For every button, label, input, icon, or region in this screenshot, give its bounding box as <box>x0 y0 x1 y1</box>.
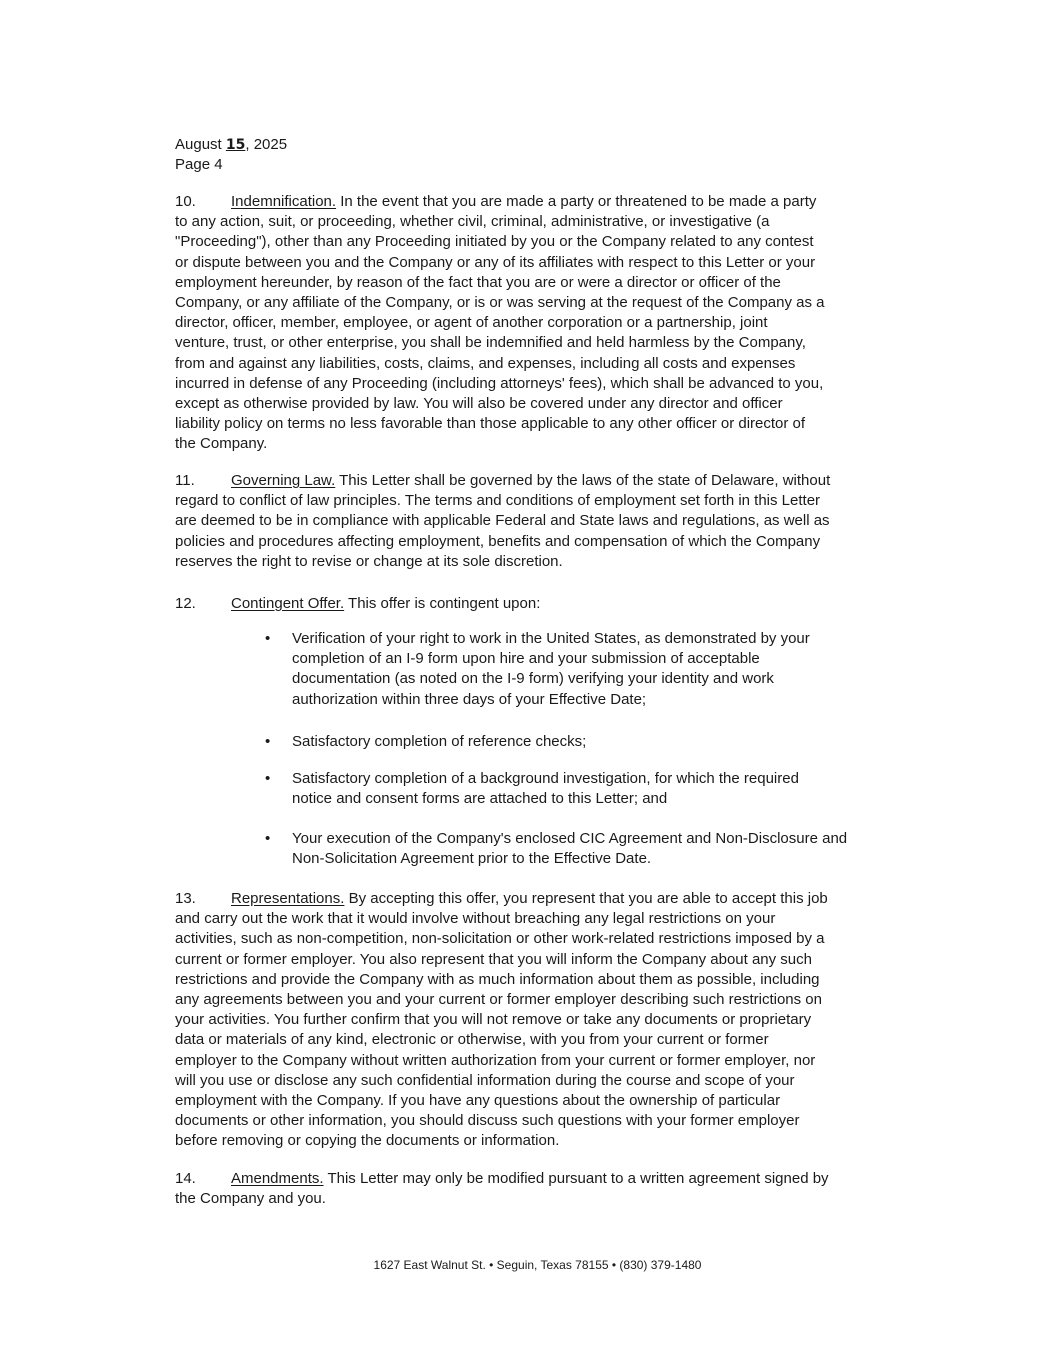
section-text: This Letter may only be modified pursuant to a written agreement signed by <box>323 1170 829 1187</box>
bullet-line: Your execution of the Company's enclosed CIC Agreement and Non-Disclosure and <box>292 830 848 847</box>
section-line: incurred in defense of any Proceeding (including attorneys' fees), which shall be advanced to you, <box>175 374 824 392</box>
section-line: documents or other information, you should discuss such questions with your former employer <box>175 1112 800 1130</box>
section-line: your activities. You further confirm that you will not remove or take any documents or proprietary <box>175 1011 812 1029</box>
bullet-line: Satisfactory completion of a background investigation, for which the required <box>292 770 799 787</box>
section-line: the Company. <box>175 435 268 453</box>
bullet-line: documentation (as noted on the I-9 form) verifying your identity and work <box>292 670 774 688</box>
section-line: director, officer, member, employee, or agent of another corporation or a partnership, joint <box>175 314 768 332</box>
bullet-icon: • <box>265 830 271 847</box>
section-line: before removing or copying the documents or information. <box>175 1132 560 1150</box>
section-13 <box>175 889 905 1151</box>
date-month: August <box>175 136 226 153</box>
bullet-line: authorization within three days of your Effective Date; <box>292 690 647 708</box>
section-line: will you use or disclose any such confidential information during the course and scope of your <box>175 1071 795 1089</box>
section-text: In the event that you are made a party or threatened to be made a party <box>336 193 817 210</box>
section-first-line <box>175 594 905 614</box>
section-line: policies and procedures affecting employment, benefits and compensation of which the Company <box>175 532 821 550</box>
section-text: This offer is contingent upon: <box>344 595 541 612</box>
section-line: the Company and you. <box>175 1190 326 1208</box>
bullet-line: Satisfactory completion of reference checks; <box>292 733 587 750</box>
section-line: from and against any liabilities, costs, claims, and expenses, including all costs and expenses <box>175 354 796 372</box>
section-number: 14. <box>175 1170 196 1187</box>
section-number: 11. <box>175 472 195 489</box>
contingency-bullet <box>265 629 912 710</box>
section-first-line <box>175 471 905 491</box>
section-11 <box>175 471 905 572</box>
contingency-bullet <box>265 829 912 869</box>
section-line: restrictions and provide the Company with as much information about them as possible, including <box>175 970 820 988</box>
section-heading: Governing Law. <box>231 472 336 489</box>
section-heading: Indemnification. <box>231 193 337 210</box>
section-line: "Proceeding"), other than any Proceeding initiated by you or the Company related to any contest <box>175 233 814 251</box>
section-14 <box>175 1169 905 1209</box>
section-number: 13. <box>175 890 196 907</box>
handwritten-day: 15 <box>225 137 246 153</box>
section-heading: Contingent Offer. <box>231 595 345 612</box>
bullet-line: completion of an I-9 form upon hire and your submission of acceptable <box>292 650 760 668</box>
section-first-line <box>175 889 905 909</box>
letter-date <box>175 135 905 155</box>
section-line: any agreements between you and your current or former employer describing such restrictions on <box>175 990 822 1008</box>
section-line: reserves the right to revise or change at its sole discretion. <box>175 552 563 570</box>
section-10 <box>175 192 905 454</box>
date-year: , 2025 <box>245 136 288 153</box>
section-heading: Representations. <box>231 890 345 907</box>
section-line: and carry out the work that it would involve without breaching any legal restrictions on your <box>175 910 776 928</box>
page-number: Page 4 <box>175 156 223 174</box>
bullet-icon: • <box>265 770 271 787</box>
bullet-line: Non-Solicitation Agreement prior to the Effective Date. <box>292 850 652 868</box>
section-number: 10. <box>175 193 196 210</box>
section-text: By accepting this offer, you represent that you are able to accept this job <box>344 890 828 907</box>
contingency-bullet <box>265 732 912 752</box>
section-line: employment hereunder, by reason of the fact that you are or were a director or officer of the <box>175 273 781 291</box>
contingency-bullet <box>265 769 912 809</box>
bullet-icon: • <box>265 733 271 750</box>
bullet-line: notice and consent forms are attached to this Letter; and <box>292 790 668 808</box>
section-line: except as otherwise provided by law. You will also be covered under any director and officer <box>175 394 783 412</box>
section-line: activities, such as non-competition, non-solicitation or other work-related restrictions imposed by a <box>175 930 825 948</box>
letter-header <box>175 135 905 175</box>
section-text: This Letter shall be governed by the laws of the state of Delaware, without <box>335 472 831 489</box>
section-number: 12. <box>175 595 196 612</box>
section-heading: Amendments. <box>231 1170 324 1187</box>
section-line: data or materials of any kind, electronic or otherwise, with you from your current or former <box>175 1031 769 1049</box>
section-12 <box>175 594 905 614</box>
bullet-line: Verification of your right to work in the United States, as demonstrated by your <box>292 630 810 647</box>
section-line: to any action, suit, or proceeding, whether civil, criminal, administrative, or investigative (a <box>175 213 770 231</box>
section-line: employer to the Company without written authorization from your current or former employer, nor <box>175 1051 816 1069</box>
bullet-icon: • <box>265 630 271 647</box>
section-line: Company, or any affiliate of the Company, or is or was serving at the request of the Company as a <box>175 293 825 311</box>
section-first-line <box>175 192 905 212</box>
section-line: current or former employer. You also represent that you will inform the Company about any such <box>175 950 812 968</box>
section-line: are deemed to be in compliance with applicable Federal and State laws and regulations, as well as <box>175 512 830 530</box>
section-line: venture, trust, or other enterprise, you shall be indemnified and held harmless by the Company, <box>175 334 806 352</box>
section-line: or dispute between you and the Company or any of its affiliates with respect to this Letter or your <box>175 253 816 271</box>
section-line: employment with the Company. If you have any questions about the ownership of particular <box>175 1091 781 1109</box>
section-line: liability policy on terms no less favorable than those applicable to any other officer or director of <box>175 415 806 433</box>
section-line: regard to conflict of law principles. The terms and conditions of employment set forth in this Letter <box>175 492 821 510</box>
letterhead-footer-address: 1627 East Walnut St. • Seguin, Texas 78155 • (830) 379-1480 <box>373 1258 702 1272</box>
section-first-line <box>175 1169 905 1189</box>
